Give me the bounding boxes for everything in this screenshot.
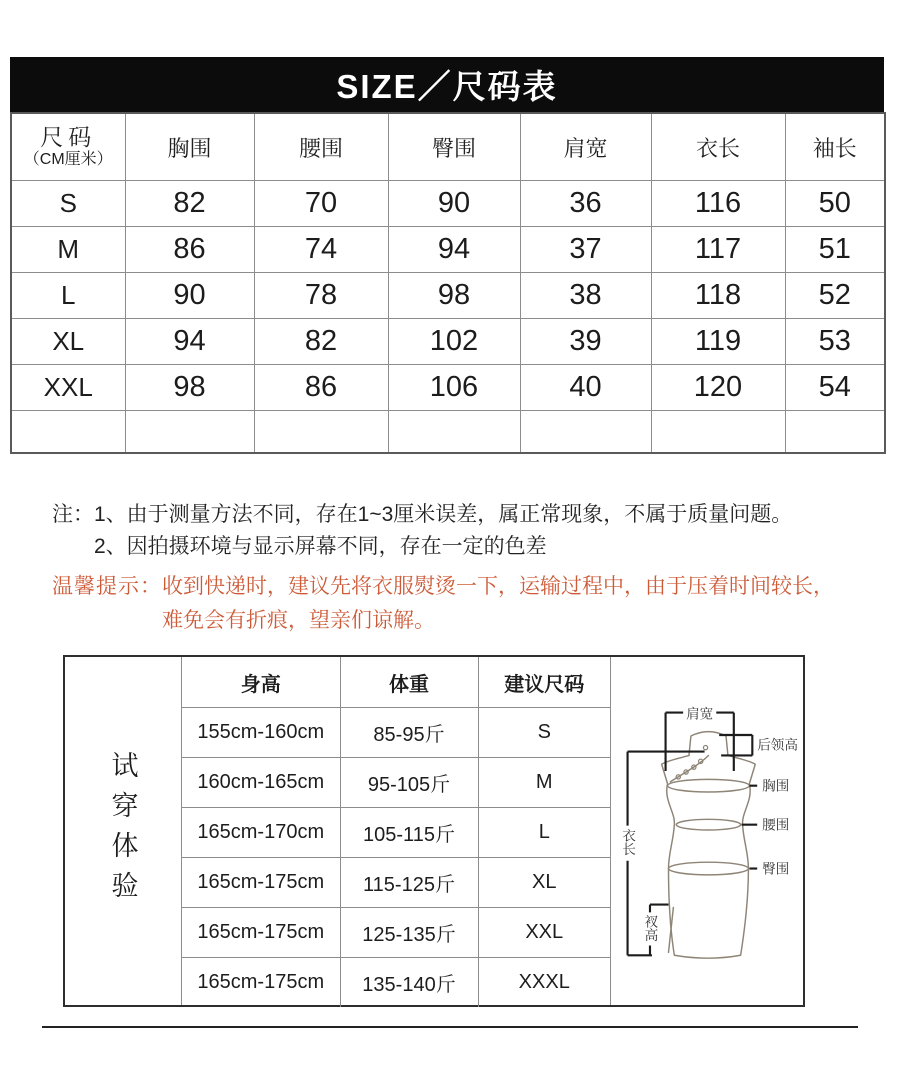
value-cell: 120: [651, 365, 785, 411]
value-cell: 118: [651, 273, 785, 319]
value-cell: 117: [651, 227, 785, 273]
table-row: [11, 227, 885, 273]
value-cell: [651, 411, 785, 454]
value-cell: 82: [254, 319, 388, 365]
column-header-waist: 腰围: [254, 113, 388, 181]
dress-body: [662, 755, 756, 958]
value-cell: [254, 411, 388, 454]
value-cell: 36: [520, 181, 651, 227]
label-waist: 腰围: [762, 817, 790, 833]
label-hip: 臀围: [762, 861, 790, 877]
height-cell: 165cm-175cm: [182, 958, 340, 1008]
value-cell: 119: [651, 319, 785, 365]
value-cell: [520, 411, 651, 454]
size-cell: S: [11, 181, 125, 227]
note-line-1: 1、由于测量方法不同，存在1~3厘米误差，属正常现象，不属于质量问题。: [94, 503, 793, 526]
size-cell: L: [11, 273, 125, 319]
value-cell: 40: [520, 365, 651, 411]
table-row: [11, 181, 885, 227]
value-cell: 98: [125, 365, 254, 411]
fit-side-label: 试穿体验: [107, 751, 138, 911]
size-header-label: 尺码: [40, 124, 97, 150]
size-table-header-size: [11, 113, 125, 181]
value-cell: 82: [125, 181, 254, 227]
suggested-size-cell: L: [478, 808, 610, 858]
weight-cell: 85-95斤: [340, 708, 478, 758]
table-row: [182, 958, 610, 1008]
value-cell: 53: [785, 319, 885, 365]
table-row: [182, 908, 610, 958]
value-cell: 86: [254, 365, 388, 411]
fit-header-row: [182, 657, 610, 708]
value-cell: 94: [388, 227, 520, 273]
fit-table-side: [65, 657, 182, 1005]
value-cell: 74: [254, 227, 388, 273]
label-shoulder-width: 肩宽: [686, 706, 714, 722]
size-cell: [11, 411, 125, 454]
qipao-dress-illustration: [611, 657, 803, 1005]
weight-cell: 115-125斤: [340, 858, 478, 908]
size-cell: XXL: [11, 365, 125, 411]
table-row: [182, 708, 610, 758]
value-cell: 94: [125, 319, 254, 365]
notes-prefix: 注：: [52, 503, 94, 526]
value-cell: [785, 411, 885, 454]
height-cell: 165cm-175cm: [182, 858, 340, 908]
height-cell: 165cm-170cm: [182, 808, 340, 858]
value-cell: 52: [785, 273, 885, 319]
fit-table: [63, 655, 805, 1007]
suggested-size-cell: XXXL: [478, 958, 610, 1008]
dress-measurement-diagram: [610, 657, 803, 1005]
value-cell: [388, 411, 520, 454]
size-table-header-row: [11, 113, 885, 181]
weight-cell: 125-135斤: [340, 908, 478, 958]
fit-header-weight: 体重: [340, 657, 478, 708]
value-cell: 37: [520, 227, 651, 273]
suggested-size-cell: M: [478, 758, 610, 808]
size-table: [10, 112, 886, 454]
table-row: [11, 319, 885, 365]
measurement-notes: [52, 499, 792, 563]
suggested-size-cell: XXL: [478, 908, 610, 958]
label-slit-height: 衩高: [642, 914, 658, 942]
length-measure-line: [628, 752, 705, 956]
value-cell: 90: [125, 273, 254, 319]
size-cell: XL: [11, 319, 125, 365]
label-back-collar-height: 后领高: [757, 737, 799, 753]
height-cell: 155cm-160cm: [182, 708, 340, 758]
value-cell: 78: [254, 273, 388, 319]
weight-cell: 135-140斤: [340, 958, 478, 1008]
column-header-hip: 臀围: [388, 113, 520, 181]
value-cell: 51: [785, 227, 885, 273]
size-header-unit: （CM厘米）: [23, 151, 113, 168]
page-title: SIZE／尺码表: [336, 68, 558, 105]
bust-line: [668, 779, 750, 792]
hip-line: [669, 862, 749, 875]
table-row: [11, 365, 885, 411]
table-row-empty: [11, 411, 885, 454]
value-cell: 98: [388, 273, 520, 319]
size-cell: M: [11, 227, 125, 273]
column-header-sleeve: 袖长: [785, 113, 885, 181]
warm-tip-line-2: 难免会有折痕，望亲们谅解。: [162, 609, 435, 632]
value-cell: 116: [651, 181, 785, 227]
height-cell: 160cm-165cm: [182, 758, 340, 808]
table-row: [182, 758, 610, 808]
weight-cell: 105-115斤: [340, 808, 478, 858]
fit-header-height: 身高: [182, 657, 340, 708]
value-cell: 90: [388, 181, 520, 227]
value-cell: [125, 411, 254, 454]
table-row: [11, 273, 885, 319]
warm-tip: [52, 570, 834, 638]
warm-tip-line-1: 收到快递时，建议先将衣服熨烫一下，运输过程中，由于压着时间较长，: [162, 575, 834, 598]
value-cell: 54: [785, 365, 885, 411]
waist-line: [676, 819, 740, 830]
column-header-bust: 胸围: [125, 113, 254, 181]
value-cell: 102: [388, 319, 520, 365]
column-header-shoulder: 肩宽: [520, 113, 651, 181]
note-line-2: 2、因拍摄环境与显示屏幕不同，存在一定的色差: [94, 535, 547, 558]
back-collar-bracket: [719, 735, 752, 755]
warm-tip-prefix: 温馨提示：: [52, 575, 162, 598]
column-header-length: 衣长: [651, 113, 785, 181]
value-cell: 106: [388, 365, 520, 411]
height-cell: 165cm-175cm: [182, 908, 340, 958]
suggested-size-cell: XL: [478, 858, 610, 908]
table-row: [182, 808, 610, 858]
suggested-size-cell: S: [478, 708, 610, 758]
label-garment-length: 衣长: [620, 828, 636, 856]
bottom-divider: [42, 1026, 858, 1028]
weight-cell: 95-105斤: [340, 758, 478, 808]
fit-grid: [182, 657, 610, 1007]
label-bust: 胸围: [762, 778, 790, 794]
fit-header-size: 建议尺码: [478, 657, 610, 708]
value-cell: 50: [785, 181, 885, 227]
value-cell: 86: [125, 227, 254, 273]
table-row: [182, 858, 610, 908]
size-chart-title-bar: [10, 57, 884, 112]
value-cell: 70: [254, 181, 388, 227]
value-cell: 39: [520, 319, 651, 365]
value-cell: 38: [520, 273, 651, 319]
